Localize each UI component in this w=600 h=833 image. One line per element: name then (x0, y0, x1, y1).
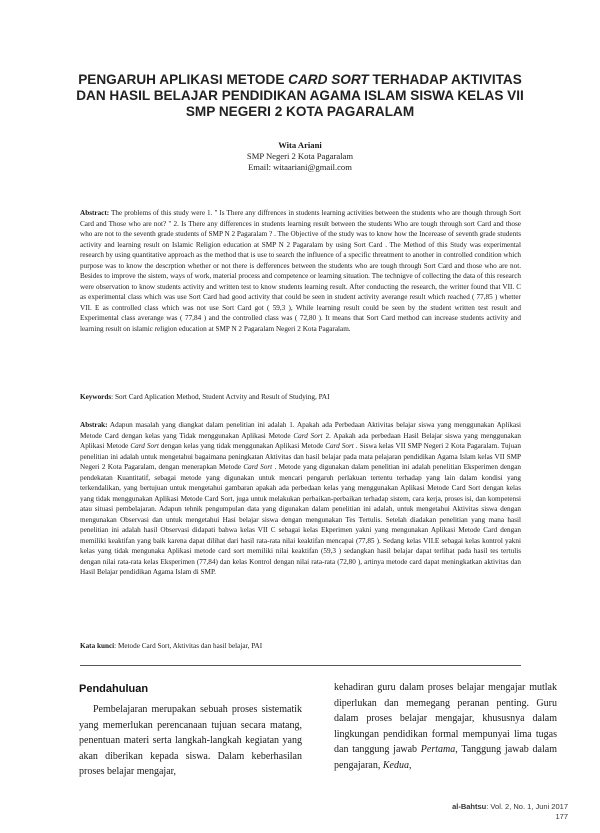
keywords-indonesian-label: Kata kunci (80, 642, 115, 650)
abstract-indonesian-label: Abstrak: (80, 421, 108, 429)
abstract-divider (80, 665, 521, 666)
author-email: Email: witaariani@gmail.com (248, 162, 352, 172)
abstract-indonesian-part-2: 2. Apakah ada perbedaan Hasil Belajar siswa yang menggunakan Aplikasi Metode (80, 431, 521, 450)
abstract-indonesian-italic-4: Card Sort (243, 463, 273, 471)
intro-column-left (79, 680, 302, 780)
title-line-1 (60, 72, 540, 88)
keywords-english-label: Keywords (80, 393, 112, 401)
abstract-indonesian (80, 420, 521, 578)
abstract-indonesian-part-4: . Siswa kelas VII SMP Negeri 2 Kota Pagaralam. Tujuan penelitian ini adalah untuk mengetahui bagaimana peningkatan Aktivitas dan hasil belajar pada mata pelajaran pendidikan Agama Islam kelas VII SMP Negeri 2 Kota Pagaralam, dengan menerapkan Metode (80, 442, 522, 471)
abstract-indonesian-part-5: . Metode yang digunakan dalam penelitian ini adalah penelitian Eksperimen dengan pendekatan Kuantitatif, sebagai metode yang digunakan untuk mencari pengaruh perlakuan tertentu terhadap yang lain dalam kondisi yang terkendalikan, yang bertujuan untuk mengetahui gambaran apakah ada perbedaan kelas yang menggunakan Aplikasi Metode Card Sort dengan kelas yang tidak menggunakan Aplikasi Metode Card Sort, juga untuk melakukan perbaikan-perbaikan terhadap sistem, cara kerja, proses isi, dan kompetensi atau situasi pembelajaran. Adapun tehnik pengumpulan data yang digunakan dalam penelitian ini adalah, untuk mengetahui Aktivitas siswa dengan mengunakan Observasi dan untuk mengetahui Hasi belajar siswa dengan mengunakan Tes Tertulis. Setelah diadakan penelitian yang mana hasil penelitian ini adalah hasil Observasi didapati bahwa kelas VII C sebagai kelas Ekperimen yakni yang mengunakan Aplikasi Metode Card dengan memiliki keaktifan yang baik karena dapat dilihat dari hasil rata-rata nilai keaktifan mencapai (77,85 ). Sedang kelas VII.E sebagai kelas kontrol yakni kelas yang tidak mengunaka Aplikasi metode card sort memiliki nilai keaktifan (59,3 ) sedangkan hasil belajar dapat terlihat pada hasil tes tertulis dengan nilai rata-rata kelas Eksperimen (77,84) dan kelas Kontrol dengan nilai rata-rata (72,80 ), artinya metode card dapat meningkatkan aktivitas dan Hasil Belajar pendidikan Agama Islam di SMP. (80, 463, 521, 576)
abstract-indonesian-part-1: Adapun masalah yang diangkat dalam penelitian ini adalah 1. Apakah ada Perbedaan Aktivitas belajar siswa yang menggunakan Aplikasi Metode Card dengan kelas yang Tidak menggunakan Aplikasi Metode (80, 421, 521, 440)
title-line-3: SMP NEGERI 2 KOTA PAGARALAM (185, 104, 415, 119)
author-affiliation: SMP Negeri 2 Kota Pagaralam (246, 151, 354, 161)
abstract-indonesian-part-3: dengan kelas yang tidak menggunakan Aplikasi Metode (158, 442, 326, 450)
page-number: 177 (555, 811, 568, 821)
abstract-indonesian-italic-1: Card Sort (293, 431, 323, 440)
footer-journal-name: al-Bahtsu (452, 802, 487, 811)
title-line-1-end: TERHADAP AKTIVITAS (368, 72, 522, 87)
author-block (150, 140, 450, 173)
footer-journal-line (452, 802, 568, 812)
intro-paragraph-2-part-3: , (408, 759, 412, 771)
keywords-indonesian-text: : Metode Card Sort, Aktivitas dan hasil belajar, PAI (114, 642, 263, 650)
paper-title (60, 72, 540, 120)
abstract-indonesian-italic-3: Card Sort (325, 442, 354, 450)
abstract-indonesian-italic-2: Card Sort (130, 442, 159, 450)
title-line-1-italic: CARD SORT (288, 72, 369, 87)
abstract-english-text: The problems of this study were 1. " Is There any diffrences in students learning activities between the students who are though through Sort Card and Those who are not? " 2. Is There any differences in students learning result between the students Who are tough through sort Card and those who are not to the seventh grade students of SMP N 2 Pagaralam ? . The Objective of the study was to know how the Incerease of seventh grade students activity and learning result on Islamic Religion education at SMP N 2 Pagaralam by using Sort Card . The Method of this Study was experimental research by using quantitative approach as the method that is use to search the influence of a specific threatment to another in controlled condition which purpose was to know the descrption whether or not there is defferences between the students who are tough through Sort Card and those who are not. Besides to improve the sistem, ways of work, material process and competence or learning situation. The technigve of collecting the data of this research were observation to know students activity and written test to know students learning result. After conducting the research, the writter found that VII. C as experimental class which was use Sort Card had good activity that could be seen in student activity averange result which reached ( 77,85 ) whetter VII. E as controlled class which was not use Sort Card got ( 59,3 ), While learning result could be seen by the student written test result and Experimental class averange was ( 77,84 ) and the controlled class was ( 72,80 ). It means that Sort Card method can increase students activity and learning result on islamic religion education at SMP N 2 Pagaralam Negeri 2 Kota Pagaralam. (80, 209, 521, 333)
footer-issue: : Vol. 2, No. 1, Juni 2017 (486, 802, 568, 811)
title-line-1-start: PENGARUH APLIKASI METODE (78, 72, 289, 87)
intro-paragraph-2-part-1: kehadiran guru dalam proses belajar mengajar mutlak diperlukan dan memegang peranan penting. Guru dalam proses belajar mengajar, khususnya dalam lingkungan pendidikan formal mempunyai lima tugas dan tanggung jawab (334, 682, 557, 756)
title-line-2: DAN HASIL BELAJAR PENDIDIKAN AGAMA ISLAM SISWA KELAS VII (76, 88, 524, 103)
section-heading-pendahuluan: Pendahuluan (79, 683, 149, 695)
intro-paragraph-2 (334, 680, 557, 774)
abstract-english (80, 208, 521, 334)
intro-column-right (334, 680, 557, 774)
keywords-english-text: : Sort Card Aplication Method, Student Actvity and Result of Studying, PAI (111, 393, 330, 401)
intro-paragraph-2-italic-1: Pertama (420, 744, 456, 756)
keywords-english (80, 392, 521, 403)
abstract-english-label: Abstract: (80, 209, 110, 217)
author-name: Wita Ariani (278, 140, 322, 150)
page-footer (452, 802, 568, 821)
intro-paragraph-2-italic-2: Kedua (382, 759, 409, 771)
keywords-indonesian (80, 641, 521, 652)
intro-paragraph-1: Pembelajaran merupakan sebuah proses sistematik yang memerlukan perencanaan tujuan secara matang, penentuan materi serta langkah-langkah kegiatan yang akan diberikan kepada siswa. Dalam keberhasilan proses belajar mengajar, (79, 704, 302, 778)
intro-paragraph-2-part-2: , Tanggung jawab dalam pengajaran, (334, 744, 557, 771)
